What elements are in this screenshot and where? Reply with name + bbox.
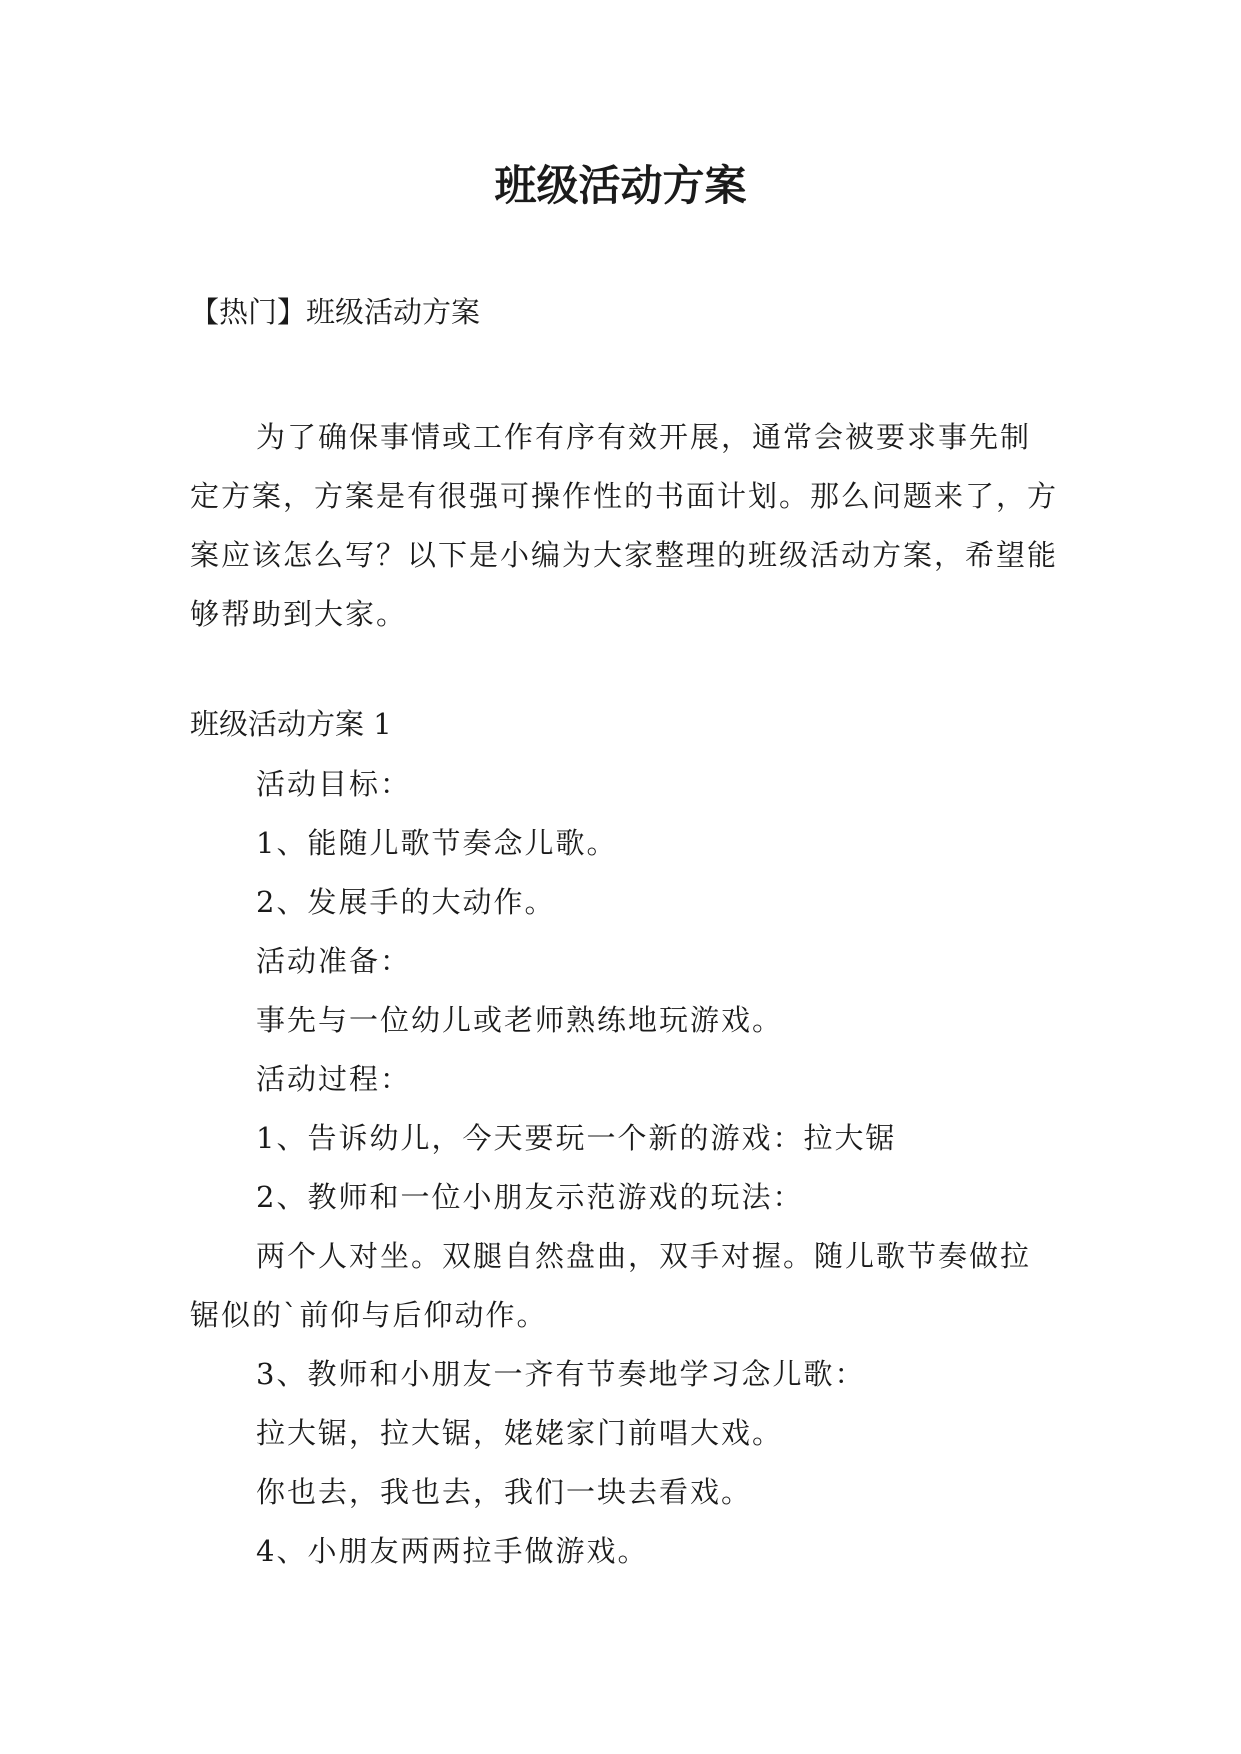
paragraph-line: 3、教师和小朋友一齐有节奏地学习念儿歌： (256, 1357, 866, 1391)
intro-paragraph: 为了确保事情或工作有序有效开展，通常会被要求事先制定方案，方案是有很强可操作性的书面计划。那么问题来了，方案应该怎么写？以下是小编为大家整理的班级活动方案，希望能够帮助到大家。 (190, 420, 1059, 631)
paragraph-line: 4、小朋友两两拉手做游戏。 (256, 1534, 649, 1568)
paragraph-line: 2、发展手的大动作。 (256, 885, 556, 919)
paragraph-line: 活动目标： (256, 767, 412, 801)
document-subtitle: 【热门】班级活动方案 (190, 295, 481, 329)
paragraph-line: 事先与一位幼儿或老师熟练地玩游戏。 (256, 1003, 784, 1037)
paragraph-line: 活动准备： (256, 944, 412, 978)
paragraph-line: 1、告诉幼儿，今天要玩一个新的游戏：拉大锯 (256, 1121, 897, 1155)
paragraph-line: 两个人对坐。双腿自然盘曲，双手对握。随儿歌节奏做拉锯似的`前仰与后仰动作。 (190, 1239, 1032, 1332)
section-heading: 班级活动方案 1 (190, 707, 392, 741)
paragraph-line: 活动过程： (256, 1062, 412, 1096)
paragraph-line: 1、能随儿歌节奏念儿歌。 (256, 826, 618, 860)
section-body (190, 755, 1060, 1581)
paragraph-line: 2、教师和一位小朋友示范游戏的玩法： (256, 1180, 804, 1214)
paragraph-line: 拉大锯，拉大锯，姥姥家门前唱大戏。 (256, 1416, 784, 1450)
document-title: 班级活动方案 (494, 161, 747, 210)
paragraph-line: 你也去，我也去，我们一块去看戏。 (256, 1475, 753, 1509)
